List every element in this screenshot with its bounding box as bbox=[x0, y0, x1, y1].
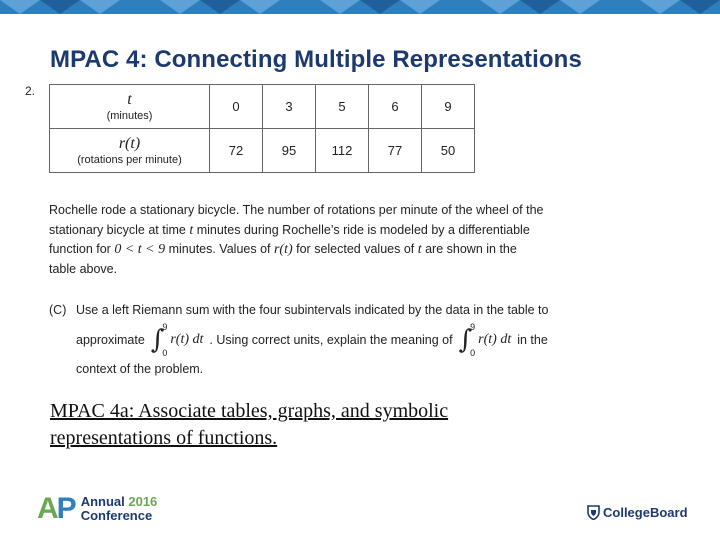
table-cell: 6 bbox=[369, 85, 422, 129]
t-symbol: t bbox=[127, 90, 132, 108]
ap-annual: Annual bbox=[80, 494, 129, 509]
text-fragment: approximate bbox=[76, 333, 145, 347]
integral-upper: 9 bbox=[162, 322, 168, 332]
part-c-label: (C) bbox=[49, 303, 67, 317]
mpac-4a-statement: MPAC 4a: Associate tables, graphs, and symbolic representations of functions. bbox=[50, 400, 449, 449]
text-fragment: in the bbox=[517, 333, 548, 347]
integral-limits bbox=[470, 322, 475, 358]
ap-conference: Conference bbox=[80, 508, 153, 523]
integral-expression bbox=[151, 322, 204, 358]
top-decorative-band bbox=[0, 0, 720, 14]
table-cell: 50 bbox=[422, 129, 475, 173]
problem-statement bbox=[49, 201, 609, 279]
part-c-line1: Use a left Riemann sum with the four subintervals indicated by the data in the table to bbox=[76, 303, 549, 317]
text-fragment: are shown in the bbox=[421, 242, 517, 256]
acorn-shield-icon bbox=[587, 505, 600, 520]
data-table bbox=[49, 84, 475, 173]
table-header-t bbox=[50, 85, 210, 129]
integral-sign-icon: ∫ bbox=[150, 325, 165, 355]
band-triangles bbox=[0, 0, 720, 14]
math-var: t bbox=[417, 242, 422, 257]
table-cell: 0 bbox=[210, 85, 263, 129]
integrand: r(t) dt bbox=[478, 332, 512, 347]
text-fragment: minutes during Rochelle’s ride is modeled by a differentiable bbox=[193, 222, 530, 237]
rt-symbol: r(t) bbox=[118, 134, 141, 152]
integral-expression bbox=[459, 322, 512, 358]
math-var: r(t) bbox=[273, 242, 293, 257]
question-number: 2. bbox=[25, 84, 36, 98]
integral-upper: 9 bbox=[470, 322, 476, 332]
integral-lower: 0 bbox=[162, 348, 168, 358]
part-c-line2 bbox=[76, 320, 548, 360]
text-fragment: for selected values of bbox=[292, 242, 418, 256]
math-var: t bbox=[189, 222, 194, 238]
table-row bbox=[50, 129, 475, 173]
ap-year: 2016 bbox=[128, 494, 158, 509]
ap-annual-conference-logo bbox=[37, 494, 157, 524]
ap-letter-p: P bbox=[56, 492, 75, 525]
slide-title: MPAC 4: Connecting Multiple Representations bbox=[50, 46, 582, 73]
ap-logo-text bbox=[81, 495, 158, 523]
ap-logo-mark bbox=[37, 494, 75, 524]
t-unit: (minutes) bbox=[106, 110, 153, 123]
text-fragment: . Using correct units, explain the meaning of bbox=[209, 333, 453, 347]
math-inequality: 0 < t < 9 bbox=[114, 242, 166, 257]
text-fragment: stationary bicycle at time bbox=[49, 222, 190, 237]
table-cell: 95 bbox=[263, 129, 316, 173]
text-fragment: minutes. Values of bbox=[165, 242, 274, 256]
table-cell: 72 bbox=[210, 129, 263, 173]
problem-line bbox=[49, 221, 609, 241]
problem-line: Rochelle rode a stationary bicycle. The number of rotations per minute of the wheel of the bbox=[49, 203, 544, 217]
table-cell: 112 bbox=[316, 129, 369, 173]
integral-lower: 0 bbox=[470, 348, 476, 358]
problem-line bbox=[49, 240, 609, 260]
collegeboard-wordmark: CollegeBoard bbox=[603, 505, 688, 520]
integrand: r(t) dt bbox=[170, 332, 204, 347]
part-c-line3: context of the problem. bbox=[76, 362, 204, 376]
table-header-rt bbox=[50, 129, 210, 173]
table-cell: 5 bbox=[316, 85, 369, 129]
table-cell: 9 bbox=[422, 85, 475, 129]
integral-sign-icon: ∫ bbox=[458, 325, 473, 355]
ap-letter-a: A bbox=[37, 492, 57, 525]
rt-unit: (rotations per minute) bbox=[77, 154, 182, 167]
ap-line1 bbox=[81, 494, 158, 509]
integral-limits bbox=[162, 322, 167, 358]
collegeboard-logo bbox=[587, 505, 688, 520]
table-cell: 3 bbox=[263, 85, 316, 129]
text-fragment: function for bbox=[49, 242, 115, 256]
problem-line: table above. bbox=[49, 261, 118, 276]
table-row bbox=[50, 85, 475, 129]
table-cell: 77 bbox=[369, 129, 422, 173]
